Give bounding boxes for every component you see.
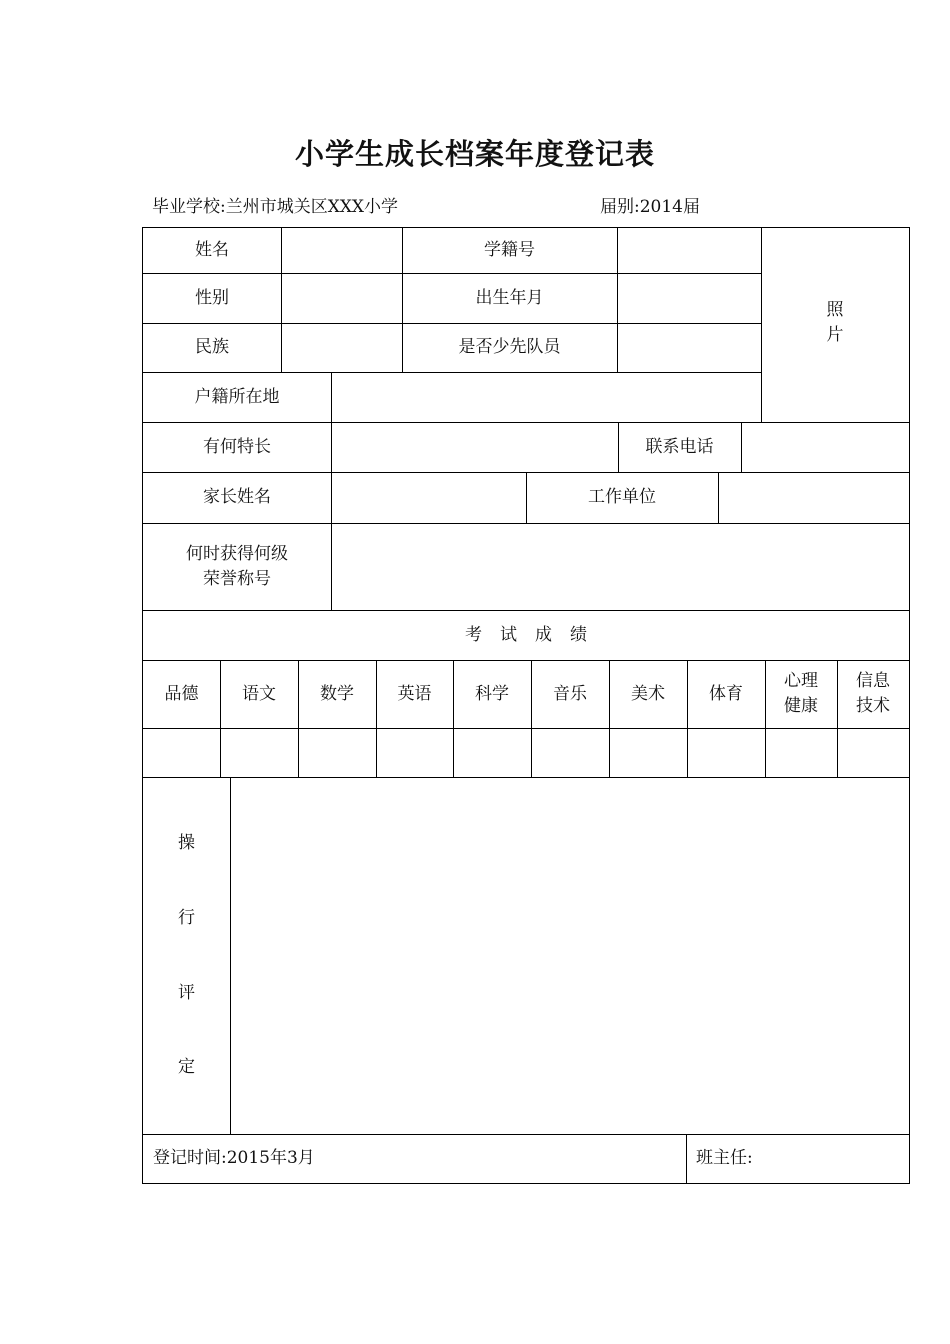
score-math[interactable]: [298, 728, 376, 777]
register-time: 登记时间:2015年3月: [153, 1148, 315, 1169]
birth-label: 出生年月: [475, 287, 544, 308]
parent-label: 家长姓名: [203, 487, 271, 508]
subject-chinese: 语文: [242, 683, 276, 704]
name-field[interactable]: [281, 228, 402, 273]
score-music[interactable]: [531, 728, 609, 777]
page-title: 小学生成长档案年度登记表: [294, 137, 655, 171]
student-id-label: 学籍号: [484, 240, 535, 261]
residence-field[interactable]: [331, 372, 761, 422]
conduct-label-char-2: 行: [178, 907, 195, 928]
score-pe[interactable]: [687, 728, 765, 777]
subject-it-line-2: 技术: [856, 696, 890, 716]
subject-psychology-line-1: 心理: [784, 671, 818, 692]
graduation-year: 届别:2014届: [600, 197, 700, 217]
score-art[interactable]: [609, 728, 687, 777]
student-id-field[interactable]: [617, 228, 761, 273]
photo-box[interactable]: [761, 228, 909, 422]
subject-english: 英语: [397, 683, 432, 704]
subject-it: [837, 660, 909, 728]
subject-it-line-1: 信息: [856, 671, 890, 692]
specialty-label: 有何特长: [203, 436, 271, 457]
phone-label: 联系电话: [645, 436, 714, 457]
teacher-label[interactable]: 班主任:: [696, 1148, 753, 1169]
subject-psychology: [765, 660, 837, 728]
scores-title: 考试成绩: [465, 624, 605, 645]
score-moral[interactable]: [143, 728, 220, 777]
pioneer-label: 是否少先队员: [458, 337, 561, 358]
workplace-label: 工作单位: [588, 487, 656, 508]
school-name: 毕业学校:兰州市城关区XXX小学: [152, 197, 399, 217]
phone-field[interactable]: [741, 422, 909, 472]
gender-label: 性别: [195, 287, 229, 308]
score-english[interactable]: [376, 728, 453, 777]
conduct-label-char-1: 操: [178, 833, 195, 854]
conduct-field[interactable]: [230, 777, 909, 1134]
honors-field[interactable]: [331, 523, 909, 610]
residence-label: 户籍所在地: [194, 386, 280, 407]
honors-label: [143, 523, 331, 610]
subject-psychology-line-2: 健康: [784, 696, 818, 716]
subject-moral: 品德: [164, 683, 199, 704]
score-chinese[interactable]: [220, 728, 298, 777]
subject-math: 数学: [320, 683, 354, 704]
subject-science: 科学: [475, 683, 509, 704]
conduct-label-char-4: 定: [178, 1057, 195, 1078]
score-it[interactable]: [837, 728, 909, 777]
workplace-field[interactable]: [718, 472, 909, 523]
pioneer-field[interactable]: [617, 323, 761, 372]
conduct-label-char-3: 评: [178, 982, 195, 1003]
photo-label-1: 照: [826, 299, 844, 320]
parent-field[interactable]: [331, 472, 526, 523]
subject-art: 美术: [631, 683, 665, 704]
subject-pe: 体育: [709, 683, 743, 704]
specialty-field[interactable]: [331, 422, 618, 472]
subject-music: 音乐: [553, 683, 587, 704]
score-psychology[interactable]: [765, 728, 837, 777]
honors-label-line-1: 何时获得何级: [186, 543, 288, 564]
gender-field[interactable]: [281, 273, 402, 323]
ethnicity-label: 民族: [195, 337, 229, 358]
registration-form: [142, 227, 910, 1184]
photo-label-2: 片: [826, 324, 844, 345]
name-label: 姓名: [195, 240, 229, 261]
birth-field[interactable]: [617, 273, 761, 323]
ethnicity-field[interactable]: [281, 323, 402, 372]
honors-label-line-2: 荣誉称号: [203, 568, 271, 589]
conduct-label: [143, 777, 230, 1134]
score-science[interactable]: [453, 728, 531, 777]
